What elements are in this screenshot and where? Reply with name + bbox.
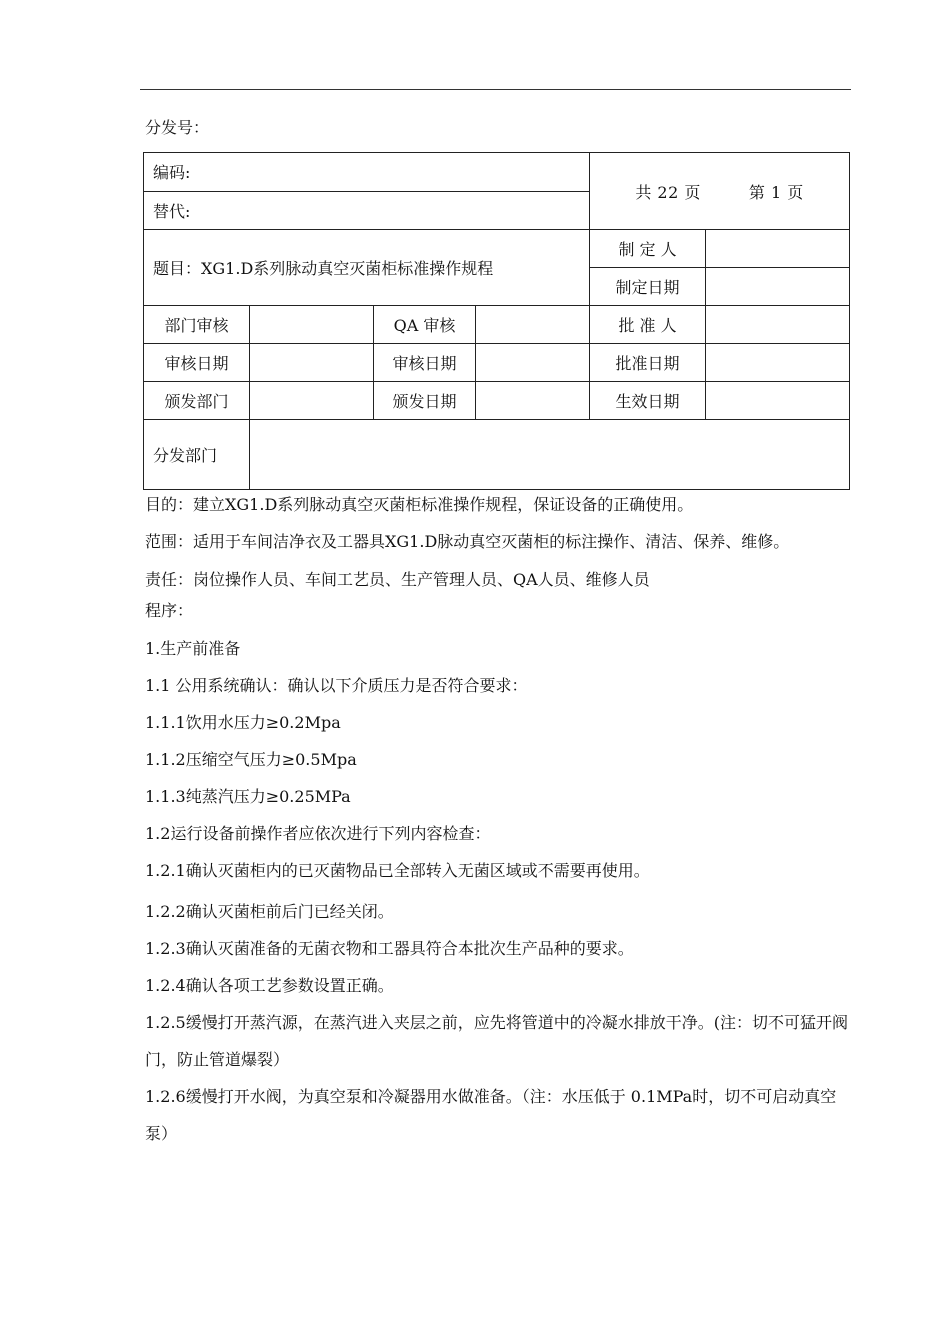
section-1-2-2: 1.2.2确认灭菌柜前后门已经关闭。: [145, 902, 394, 921]
qa-review-value: [476, 306, 590, 344]
document-body: [145, 486, 857, 1152]
distribute-dept-label: 分发部门: [144, 420, 250, 490]
section-1-1-3: 1.1.3纯蒸汽压力≥0.25MPa: [145, 787, 351, 806]
dept-review-value: [250, 306, 374, 344]
make-date-label: 制定日期: [590, 268, 706, 306]
section-1-2-6: 1.2.6缓慢打开水阀，为真空泵和冷凝器用水做准备。（注：水压低于 0.1MPa时，切不可启动真空泵）: [145, 1087, 837, 1143]
issue-date-value: [476, 382, 590, 420]
code-label: 编码:: [144, 153, 589, 192]
effective-date-value: [706, 382, 850, 420]
section-1-1-1: 1.1.1饮用水压力≥0.2Mpa: [145, 713, 341, 732]
approver-value: [706, 306, 850, 344]
section-1-2: 1.2运行设备前操作者应依次进行下列内容检查：: [145, 824, 491, 843]
make-date-value: [706, 268, 850, 306]
page-count-cell: [590, 153, 850, 230]
total-pages: 共 22 页: [635, 182, 701, 202]
procedure-heading: 程序：: [145, 601, 194, 620]
distribution-number-label: 分发号：: [145, 118, 210, 137]
approve-date-label: 批准日期: [590, 344, 706, 382]
distribute-dept-value: [250, 420, 850, 490]
section-1-2-5: 1.2.5缓慢打开蒸汽源，在蒸汽进入夹层之前，应先将管道中的冷凝水排放干净。(注：切不可猛开阀门，防止管道爆裂）: [145, 1013, 848, 1069]
section-1-2-4: 1.2.4确认各项工艺参数设置正确。: [145, 976, 394, 995]
review-date-label-2: 审核日期: [374, 344, 476, 382]
approve-date-value: [706, 344, 850, 382]
maker-label: 制 定 人: [590, 230, 706, 268]
section-1-1: 1.1 公用系统确认：确认以下介质压力是否符合要求：: [145, 676, 528, 695]
issue-dept-value: [250, 382, 374, 420]
section-1-heading: 1.生产前准备: [145, 639, 241, 658]
dept-review-label: 部门审核: [144, 306, 250, 344]
section-1-2-1: 1.2.1确认灭菌柜内的已灭菌物品已全部转入无菌区域或不需要再使用。: [145, 861, 650, 880]
review-date-label-1: 审核日期: [144, 344, 250, 382]
header-rule: [140, 89, 851, 90]
responsibility-paragraph: 责任：岗位操作人员、车间工艺员、生产管理人员、QA人员、维修人员: [145, 570, 650, 589]
section-1-2-3: 1.2.3确认灭菌准备的无菌衣物和工器具符合本批次生产品种的要求。: [145, 939, 634, 958]
section-1-1-2: 1.1.2压缩空气压力≥0.5Mpa: [145, 750, 357, 769]
document-control-table: [143, 152, 850, 490]
approver-label: 批 准 人: [590, 306, 706, 344]
scope-paragraph: 范围：适用于车间洁净衣及工器具XG1.D脉动真空灭菌柜的标注操作、清洁、保养、维修。: [145, 532, 790, 551]
document-title: 题目：XG1.D系列脉动真空灭菌柜标准操作规程: [144, 230, 590, 306]
purpose-paragraph: 目的：建立XG1.D系列脉动真空灭菌柜标准操作规程，保证设备的正确使用。: [145, 495, 694, 514]
maker-value: [706, 230, 850, 268]
qa-review-label: QA 审核: [374, 306, 476, 344]
review-date-value-2: [476, 344, 590, 382]
issue-date-label: 颁发日期: [374, 382, 476, 420]
review-date-value-1: [250, 344, 374, 382]
current-page: 第 1 页: [748, 182, 804, 202]
effective-date-label: 生效日期: [590, 382, 706, 420]
issue-dept-label: 颁发部门: [144, 382, 250, 420]
code-replace-cell: [144, 153, 590, 230]
replace-label: 替代:: [153, 201, 191, 221]
